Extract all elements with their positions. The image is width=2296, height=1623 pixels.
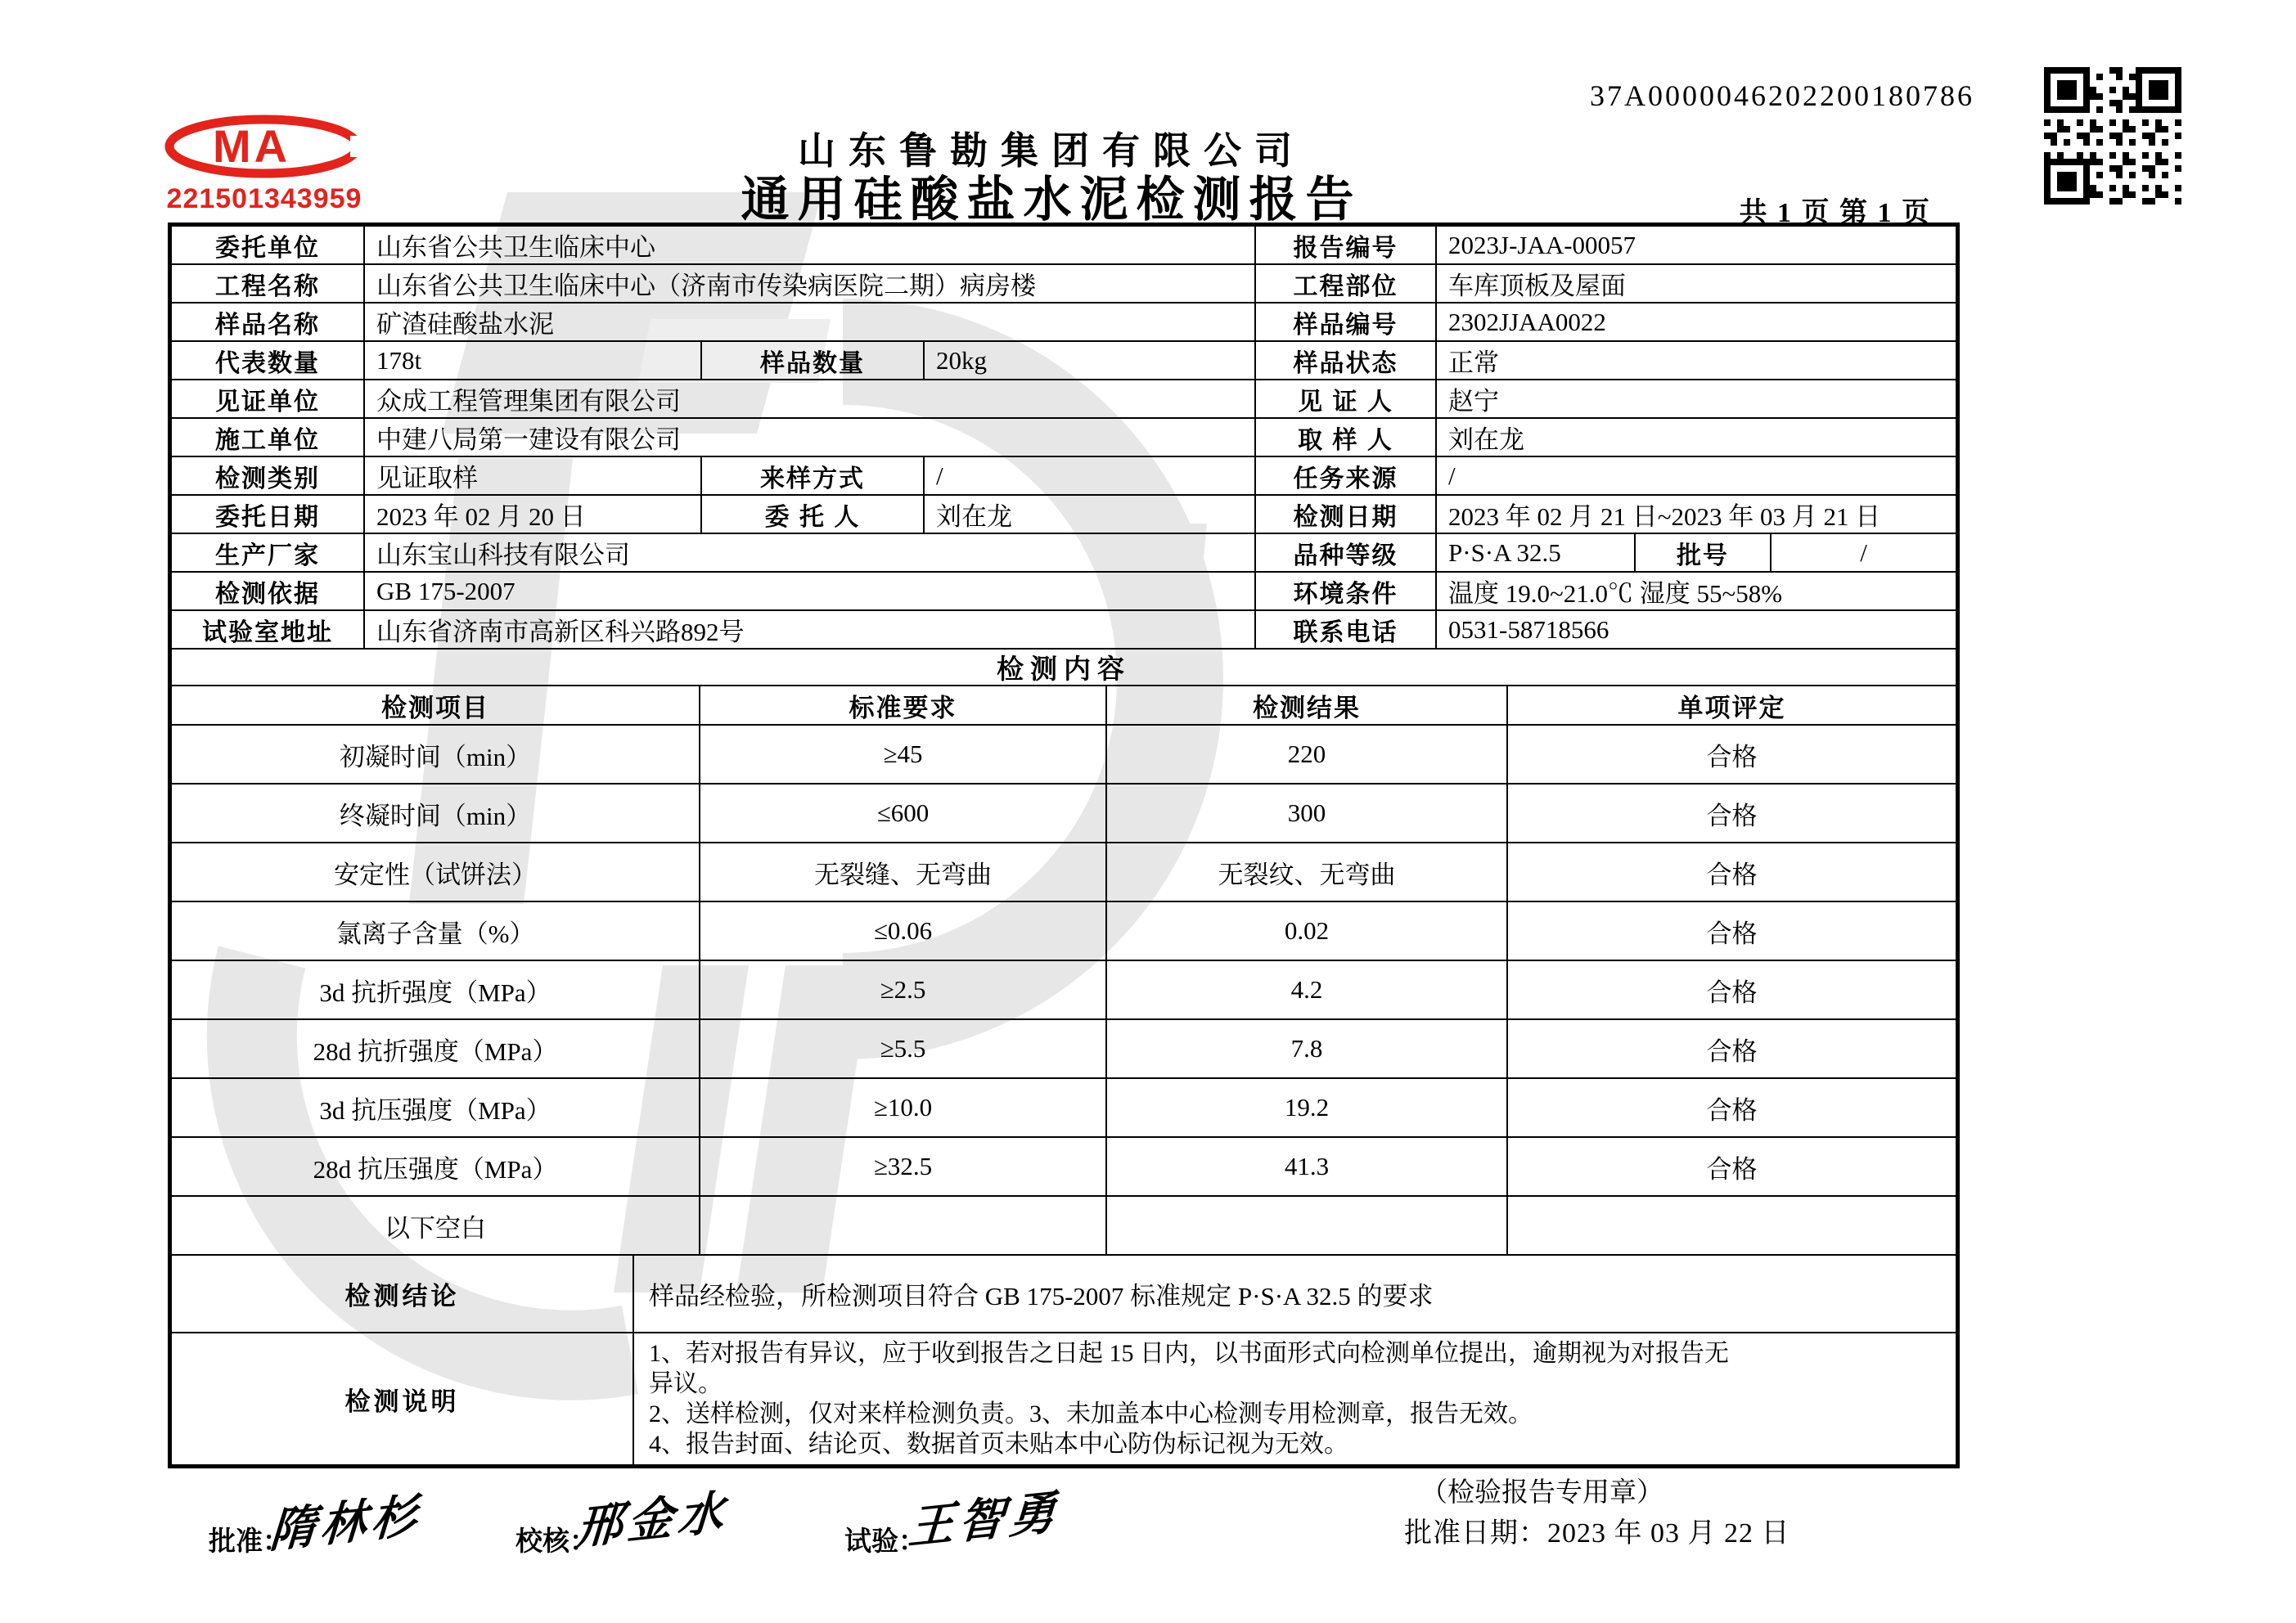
info-value: 正常	[1448, 348, 1499, 377]
approver-signature: 隋林杉	[268, 1490, 424, 1558]
info-value: 见证取样	[365, 457, 702, 494]
section-title: 检测内容	[172, 650, 1956, 686]
info-value: 山东省公共卫生临床中心（济南市传染病医院二期）病房楼	[365, 265, 1256, 302]
info-label: 批号	[1636, 534, 1772, 571]
test-item: 28d 抗压强度（MPa）	[172, 1138, 700, 1195]
test-item: 28d 抗折强度（MPa）	[172, 1020, 700, 1077]
note-line: 异议。	[649, 1370, 723, 1397]
info-value: 矿渣硅酸盐水泥	[365, 303, 1256, 340]
info-label: 样品数量	[702, 342, 925, 379]
qr-code	[2044, 67, 2181, 205]
test-result: 300	[1107, 785, 1508, 842]
info-value: P·S·A 32.5	[1437, 534, 1636, 571]
info-label: 工程部位	[1256, 265, 1437, 302]
info-row	[172, 573, 1956, 611]
test-item: 3d 抗压强度（MPa）	[172, 1079, 700, 1136]
info-label: 工程名称	[172, 265, 365, 302]
info-value: 赵宁	[1448, 387, 1499, 416]
info-label: 联系电话	[1256, 611, 1437, 648]
info-label: 检测类别	[172, 457, 365, 494]
info-value: 山东省公共卫生临床中心	[365, 227, 1256, 263]
tester-signature: 王智勇	[906, 1486, 1062, 1555]
page-count: 共 1 页 第 1 页	[1739, 198, 1931, 228]
content-row	[172, 726, 1956, 785]
standard-requirement: ≥10.0	[700, 1079, 1107, 1136]
item-evaluation	[1508, 1197, 1956, 1254]
standard-requirement: ≥32.5	[700, 1138, 1107, 1195]
info-row	[172, 303, 1956, 342]
content-row	[172, 1020, 1956, 1079]
info-row	[172, 227, 1956, 265]
standard-requirement: ≥45	[700, 726, 1107, 783]
note-line: 1、若对报告有异议，应于收到报告之日起 15 日内，以书面形式向检测单位提出，逾期视为对报告无	[649, 1340, 1729, 1367]
item-evaluation: 合格	[1706, 1036, 1758, 1066]
item-evaluation: 合格	[1706, 1095, 1758, 1125]
content-column-header: 单项评定	[1677, 693, 1786, 722]
test-result: 220	[1107, 726, 1508, 783]
info-label: 报告编号	[1256, 227, 1437, 263]
checker-label: 校核：	[515, 1527, 597, 1557]
info-row	[172, 534, 1956, 573]
conclusion-label: 检测结论	[172, 1256, 634, 1332]
content-row	[172, 961, 1956, 1020]
info-label: 样品编号	[1256, 303, 1437, 340]
content-column-header: 检测项目	[172, 686, 700, 724]
info-value: 山东省济南市高新区科兴路892号	[365, 611, 1256, 648]
info-label: 检测依据	[172, 573, 365, 609]
notes-label: 检测说明	[172, 1333, 634, 1464]
info-label: 检测日期	[1256, 496, 1437, 533]
note-line: 4、报告封面、结论页、数据首页未贴本中心防伪标记视为无效。	[649, 1431, 1348, 1458]
standard-requirement	[700, 1197, 1107, 1254]
info-value: 众成工程管理集团有限公司	[365, 380, 1256, 417]
info-row	[172, 611, 1956, 650]
info-label: 见证单位	[172, 380, 365, 417]
info-row	[172, 457, 1956, 496]
standard-requirement: ≤0.06	[700, 902, 1107, 960]
test-result: 7.8	[1107, 1020, 1508, 1077]
note-line: 2、送样检测，仅对来样检测负责。3、未加盖本中心检测专用检测章，报告无效。	[649, 1400, 1533, 1427]
item-evaluation: 合格	[1706, 919, 1758, 948]
content-header-row	[172, 686, 1956, 726]
content-row	[172, 902, 1956, 961]
stamp-note: （检验报告专用章）	[1420, 1478, 1663, 1508]
test-item: 3d 抗折强度（MPa）	[172, 961, 700, 1018]
test-result: 41.3	[1107, 1138, 1508, 1195]
content-row	[172, 1079, 1956, 1138]
conclusion-row	[172, 1256, 1956, 1333]
info-value: 0531-58718566	[1448, 614, 1609, 644]
test-result	[1107, 1197, 1508, 1254]
tester-label: 试验：	[844, 1527, 925, 1557]
info-row	[172, 265, 1956, 303]
standard-requirement: ≥2.5	[700, 961, 1107, 1018]
info-row	[172, 496, 1956, 534]
info-label: 任务来源	[1256, 457, 1437, 494]
item-evaluation: 合格	[1706, 801, 1758, 830]
checker-signature: 邢金水	[574, 1486, 731, 1555]
info-value: 刘在龙	[925, 496, 1256, 533]
content-column-header: 标准要求	[700, 686, 1107, 724]
info-label: 来样方式	[702, 457, 925, 494]
info-value: 中建八局第一建设有限公司	[365, 419, 1256, 456]
test-result: 4.2	[1107, 961, 1508, 1018]
info-label: 取 样 人	[1256, 419, 1437, 456]
info-value: /	[925, 457, 1256, 494]
company-name: 山东鲁勘集团有限公司	[798, 129, 1305, 172]
info-row	[172, 419, 1956, 457]
info-label: 环境条件	[1256, 573, 1437, 609]
info-value: 刘在龙	[1448, 425, 1524, 454]
standard-requirement: ≥5.5	[700, 1020, 1107, 1077]
test-result: 19.2	[1107, 1079, 1508, 1136]
info-row	[172, 380, 1956, 419]
approver-label: 批准：	[209, 1527, 290, 1557]
test-item: 以下空白	[172, 1197, 700, 1254]
test-item: 初凝时间（min）	[172, 726, 700, 783]
info-label: 样品状态	[1256, 342, 1437, 379]
cma-mark-text: MA	[212, 120, 291, 172]
standard-requirement: ≤600	[700, 785, 1107, 842]
report-serial-number: 37A0000046202200180786	[1590, 79, 1974, 112]
info-value: 2023 年 02 月 21 日~2023 年 03 月 21 日	[1448, 502, 1881, 531]
test-result: 无裂纹、无弯曲	[1107, 843, 1508, 901]
notes-text	[634, 1333, 1956, 1464]
info-label: 委 托 人	[702, 496, 925, 533]
standard-requirement: 无裂缝、无弯曲	[700, 843, 1107, 901]
info-value: 2023J-JAA-00057	[1448, 230, 1636, 259]
content-row	[172, 843, 1956, 902]
info-value: 车库顶板及屋面	[1448, 272, 1626, 300]
info-label: 品种等级	[1256, 534, 1437, 571]
info-value: 温度 19.0~21.0℃ 湿度 55~58%	[1448, 579, 1783, 608]
item-evaluation: 合格	[1706, 742, 1758, 771]
content-row	[172, 1138, 1956, 1197]
report-title: 通用硅酸盐水泥检测报告	[741, 173, 1362, 227]
info-label: 委托单位	[172, 227, 365, 263]
conclusion-text: 样品经检验，所检测项目符合 GB 175-2007 标准规定 P·S·A 32.5 的要求	[649, 1282, 1434, 1311]
info-label: 样品名称	[172, 303, 365, 340]
report-table	[168, 223, 1960, 1468]
test-item: 氯离子含量（%）	[172, 902, 700, 960]
content-column-header: 检测结果	[1107, 686, 1508, 724]
item-evaluation: 合格	[1706, 1154, 1758, 1184]
test-item: 安定性（试饼法）	[172, 843, 700, 901]
info-label: 见 证 人	[1256, 380, 1437, 417]
info-label: 试验室地址	[172, 611, 365, 648]
info-value: 178t	[365, 342, 702, 379]
info-value: 2302JJAA0022	[1448, 307, 1606, 336]
content-row	[172, 1197, 1956, 1256]
info-label: 代表数量	[172, 342, 365, 379]
info-value: /	[1860, 537, 1867, 567]
info-row	[172, 342, 1956, 380]
cma-number: 221501343959	[166, 183, 362, 214]
info-value: 山东宝山科技有限公司	[365, 534, 1256, 571]
test-item: 终凝时间（min）	[172, 785, 700, 842]
test-result: 0.02	[1107, 902, 1508, 960]
info-label: 生产厂家	[172, 534, 365, 571]
info-value: 20kg	[925, 342, 1256, 379]
item-evaluation: 合格	[1706, 978, 1758, 1007]
info-label: 施工单位	[172, 419, 365, 456]
notes-row	[172, 1333, 1956, 1464]
approve-date: 批准日期：2023 年 03 月 22 日	[1404, 1518, 1790, 1549]
item-evaluation: 合格	[1706, 860, 1758, 889]
info-value: GB 175-2007	[365, 573, 1256, 609]
info-value: /	[1448, 461, 1456, 490]
info-value: 2023 年 02 月 20 日	[365, 496, 702, 533]
info-label: 委托日期	[172, 496, 365, 533]
content-row	[172, 785, 1956, 843]
cma-logo	[164, 115, 364, 178]
